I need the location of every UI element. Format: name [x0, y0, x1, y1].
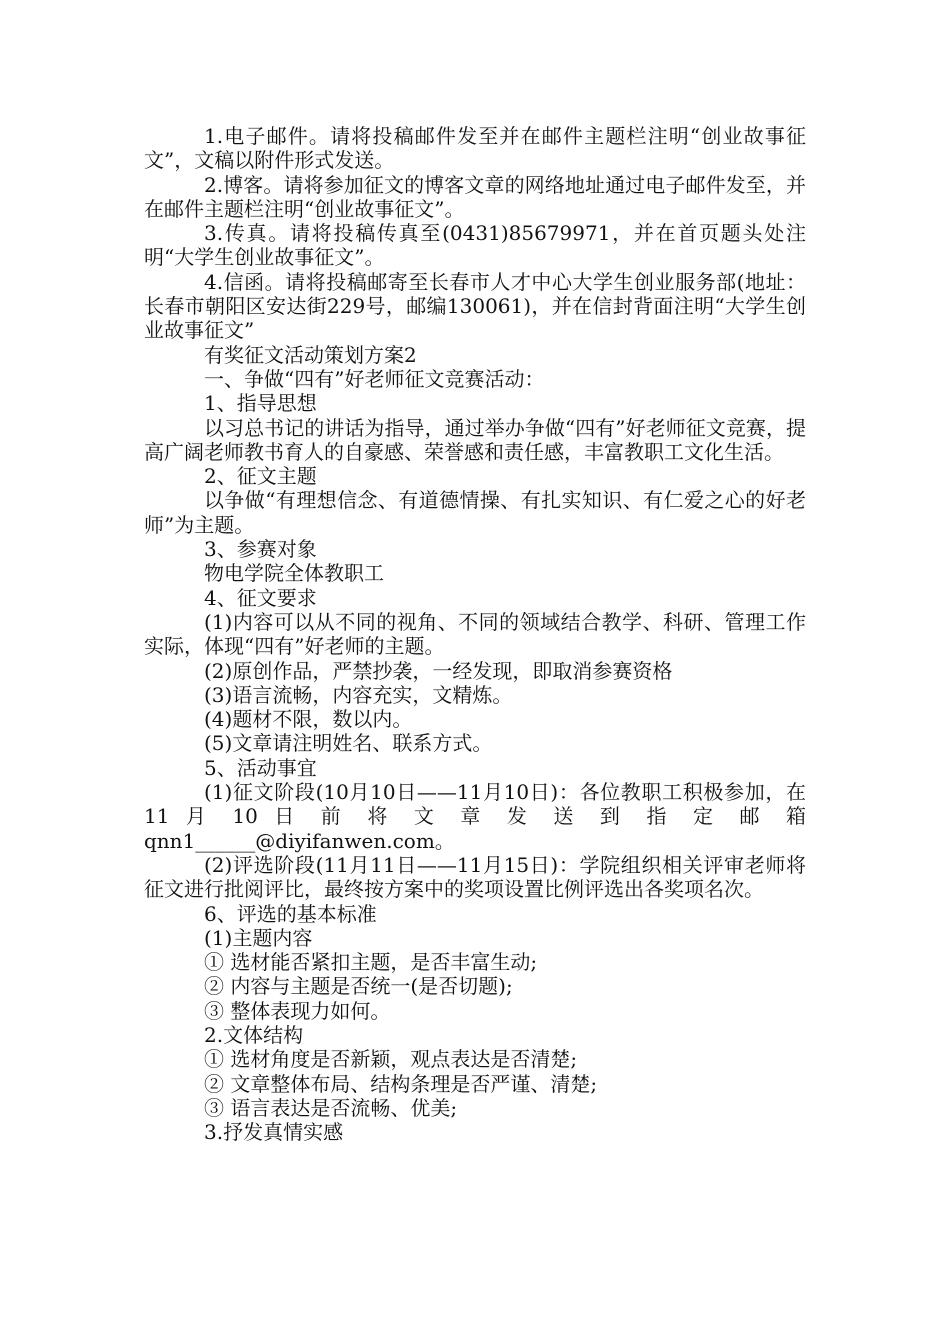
criteria-theme-1: ① 选材能否紧扣主题，是否丰富生动;: [204, 950, 538, 975]
schedule-submission: (1)征文阶段(10月10日——11月10日)：各位教职工积极参加，在 11 月 10 日 前 将 文 章 发 送 到 指 定 邮 箱: [144, 780, 806, 829]
requirement-5: (5)文章请注明姓名、联系方式。: [204, 731, 493, 756]
heading-activity: 一、争做“四有”好老师征文竞赛活动：: [204, 366, 545, 391]
heading-theme: 2、征文主题: [204, 464, 317, 489]
criteria-theme: (1)主题内容: [204, 925, 313, 950]
heading-criteria: 6、评选的基本标准: [204, 901, 377, 926]
paragraph-fax: 3.传真。请将投稿传真至(0431)85679971，并在首页题头处注明“大学生创业故事征文”。: [144, 221, 806, 270]
requirement-1: (1)内容可以从不同的视角、不同的领域结合教学、科研、管理工作实际，体现“四有”好老师的主题。: [144, 609, 806, 659]
criteria-structure-2: ② 文章整体布局、结构条理是否严谨、清楚;: [204, 1071, 598, 1096]
schedule-review: (2)评选阶段(11月11日——11月15日)：学院组织相关评审老师将征文进行批阅评比，最终按方案中的奖项设置比例评选出各奖项名次。: [144, 852, 806, 902]
criteria-theme-2: ② 内容与主题是否统一(是否切题);: [204, 974, 513, 999]
criteria-emotion: 3.抒发真情实感: [204, 1120, 344, 1145]
requirement-3: (3)语言流畅，内容充实，文精炼。: [204, 682, 513, 707]
criteria-theme-3: ③ 整体表现力如何。: [204, 998, 391, 1023]
paragraph-theme: 以争做“有理想信念、有道德情操、有扎实知识、有仁爱之心的好老师”为主题。: [144, 488, 806, 537]
submission-email: qnn1______@diyifanwen.com。: [144, 828, 455, 853]
requirement-2: (2)原创作品，严禁抄袭，一经发现，即取消参赛资格: [204, 658, 673, 683]
heading-requirements: 4、征文要求: [204, 585, 317, 610]
document-body: [144, 124, 806, 1144]
criteria-structure-3: ③ 语言表达是否流畅、优美;: [204, 1095, 458, 1120]
paragraph-blog: 2.博客。请将参加征文的博客文章的网络地址通过电子邮件发至，并在邮件主题栏注明“创业故事征文”。: [144, 172, 806, 221]
criteria-structure-1: ① 选材角度是否新颖，观点表达是否清楚;: [204, 1047, 578, 1072]
heading-guiding-idea: 1、指导思想: [204, 391, 317, 416]
section-title: 有奖征文活动策划方案2: [204, 342, 417, 367]
requirement-4: (4)题材不限，数以内。: [204, 707, 413, 732]
heading-schedule: 5、活动事宜: [204, 755, 317, 780]
paragraph-email: 1.电子邮件。请将投稿邮件发至并在邮件主题栏注明“创业故事征文”，文稿以附件形式发送。: [144, 124, 806, 173]
criteria-structure: 2.文体结构: [204, 1022, 304, 1047]
paragraph-letter: 4.信函。请将投稿邮寄至长春市人才中心大学生创业服务部(地址：长春市朝阳区安达街229号，邮编130061)，并在信封背面注明“大学生创业故事征文”: [144, 269, 806, 343]
paragraph-guiding-idea: 以习总书记的讲话为指导，通过举办争做“四有”好老师征文竞赛，提高广阔老师教书育人的自豪感、荣誉感和责任感，丰富教职工文化生活。: [144, 415, 806, 464]
heading-participants: 3、参赛对象: [204, 537, 317, 562]
paragraph-participants: 物电学院全体教职工: [204, 561, 384, 586]
